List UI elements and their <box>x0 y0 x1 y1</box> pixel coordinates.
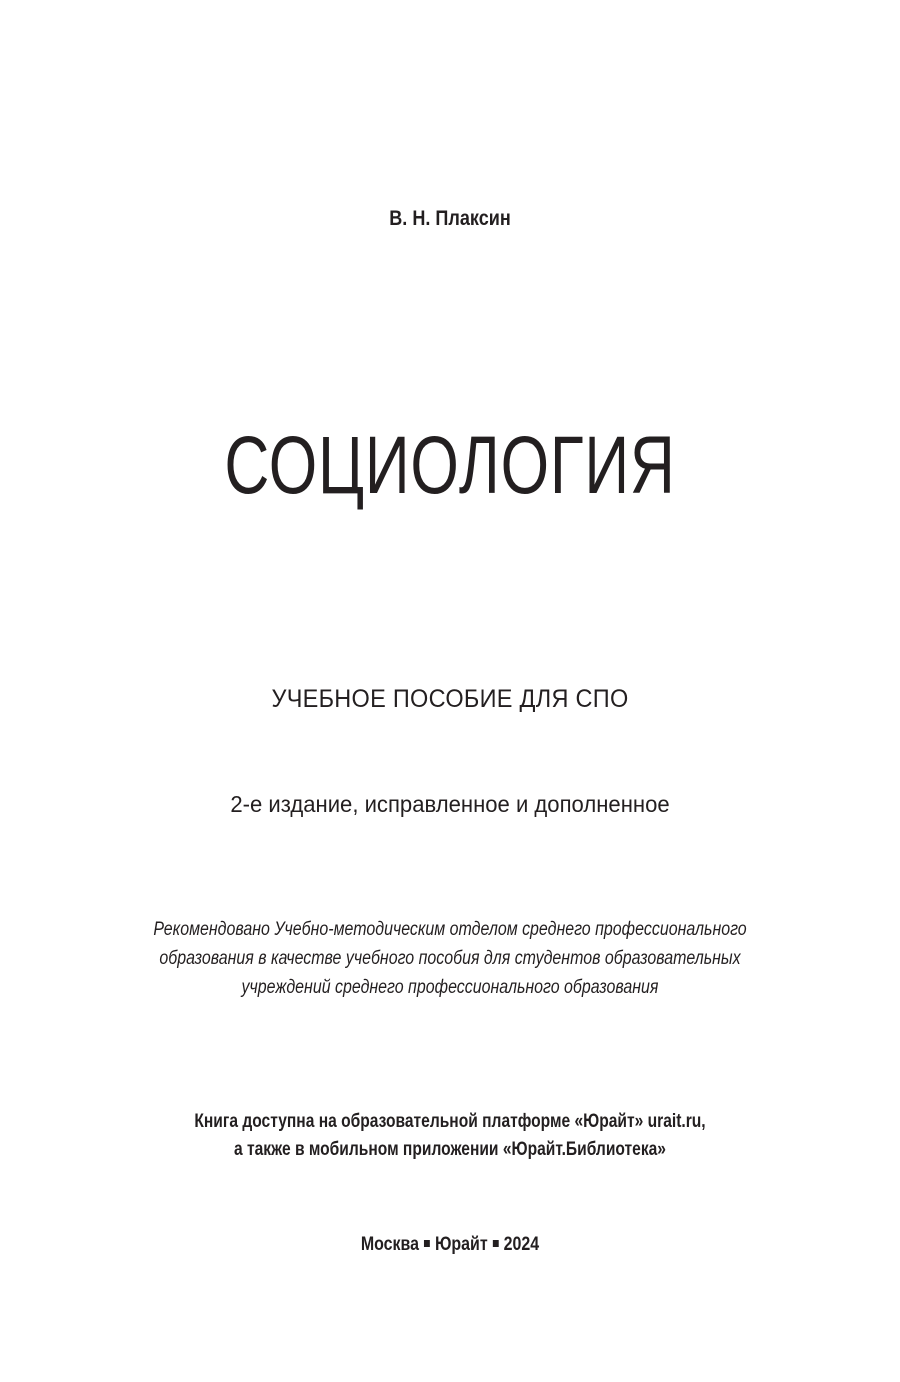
availability-line: а также в мобильном приложении «Юрайт.Библиотека» <box>234 1139 666 1160</box>
imprint-year: 2024 <box>503 1234 540 1255</box>
separator-square-icon <box>493 1240 499 1247</box>
book-title: СОЦИОЛОГИЯ <box>224 420 676 511</box>
recommendation-line: Рекомендовано Учебно-методическим отделом среднего профессионального <box>153 919 747 940</box>
availability-text <box>0 1108 900 1164</box>
edition-note: 2-е издание, исправленное и дополненное <box>230 791 670 817</box>
imprint-city: Москва <box>360 1234 420 1255</box>
availability-line: Книга доступна на образовательной платформе «Юрайт» urait.ru, <box>194 1111 706 1132</box>
recommendation-line: образования в качестве учебного пособия для студентов образовательных <box>159 948 741 969</box>
recommendation-line: учреждений среднего профессионального образования <box>241 977 659 998</box>
author-name: В. Н. Плаксин <box>389 207 511 230</box>
imprint-publisher: Юрайт <box>434 1234 488 1255</box>
imprint <box>72 1234 828 1256</box>
separator-square-icon <box>424 1240 430 1247</box>
recommendation-text <box>0 915 900 1002</box>
book-subtitle: УЧЕБНОЕ ПОСОБИЕ ДЛЯ СПО <box>271 685 629 713</box>
